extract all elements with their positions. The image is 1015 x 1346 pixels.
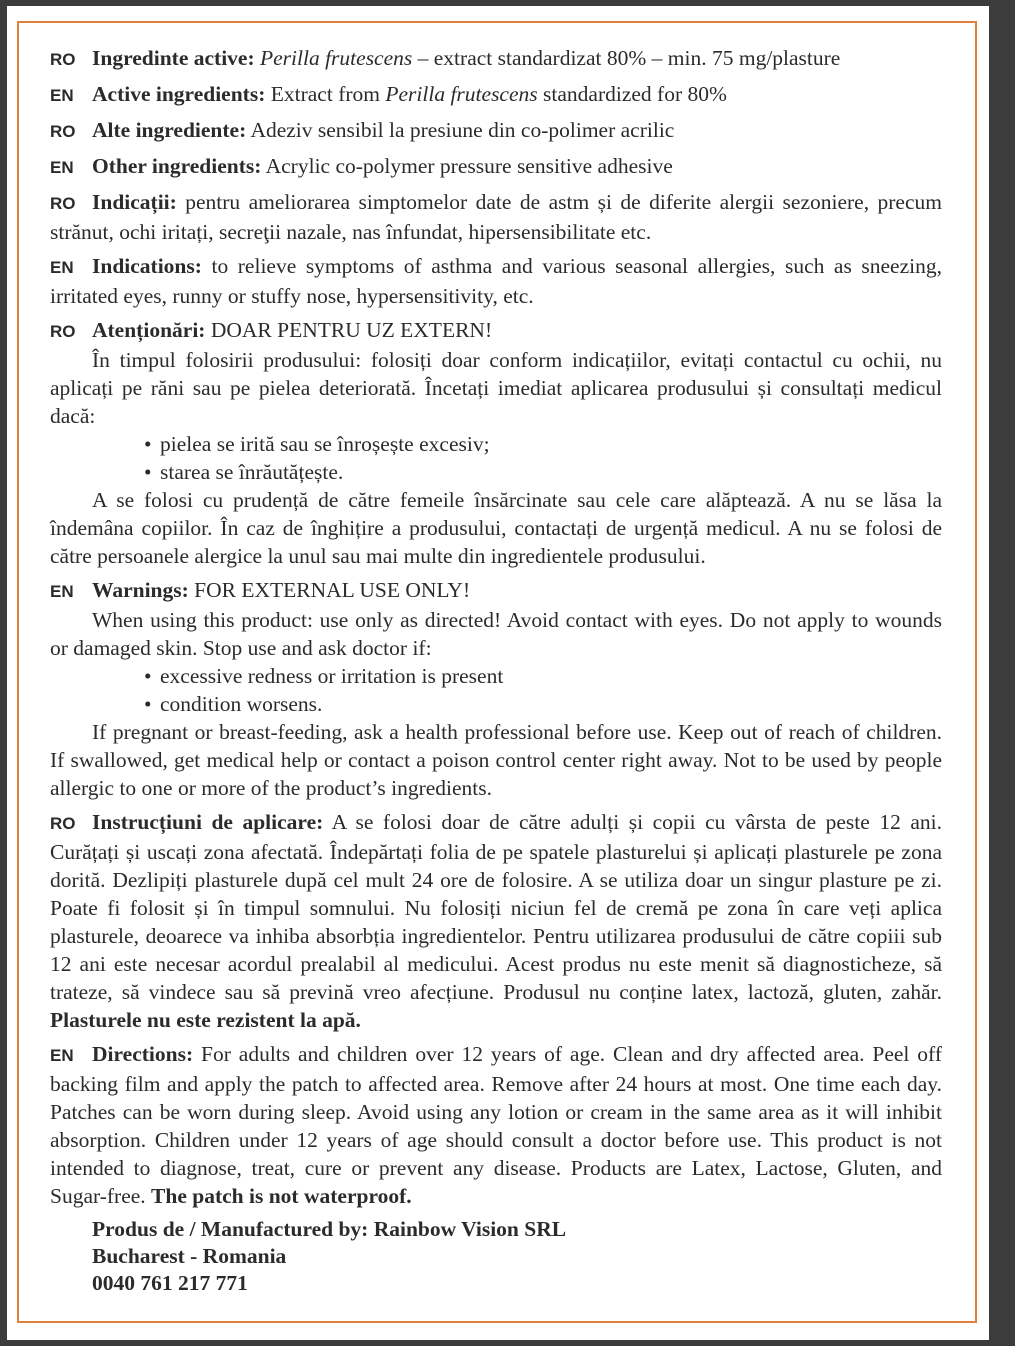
section-label: Warnings: — [92, 578, 189, 602]
warnings-heading — [50, 576, 942, 606]
section-label: Indications: — [92, 254, 202, 278]
waterproof-notice: Plasturele nu este rezistent la apă. — [50, 1008, 361, 1032]
indications-en — [50, 252, 942, 310]
section-text: For adults and children over 12 years of age. Clean and dry affected area. Peel off backing film and apply the patch to affected area. Remove after 24 hours at most. One time each day. Patches can be worn during sleep. Avoid using any lotion or cream in the same area as it will inhibit absorption. Children under 12 years of age should consult a doctor before use. This product is not intended to diagnose, treat, cure or prevent any disease. Products are Latex, Lactose, Gluten, and Sugar-free. — [50, 1042, 942, 1208]
lang-tag-en: EN — [50, 1046, 74, 1065]
section-text: – extract standardizat 80% – min. 75 mg/plasture — [412, 46, 841, 70]
manufacturer-phone: 0040 761 217 771 — [92, 1271, 248, 1295]
warnings-paragraph: A se folosi cu prudență de către femeile însărcinate sau cele care alăptează. A nu se lăsa la îndemâna copiilor. În caz de înghițire a produsului, contactați de urgență medicul. A nu se folosi de către persoanele alergice la unul sau mai multe din ingredientele produsului. — [50, 488, 942, 568]
plant-name: Perilla frutescens — [260, 46, 413, 70]
section-label: Other ingredients: — [92, 154, 262, 178]
section-text: pentru ameliorarea simptomelor date de astm și de diferite alergii sezoniere, precum strănut, ochi iritați, secreţii nazale, nas înfundat, hipersensibilitate etc. — [50, 190, 942, 244]
section-label: Indicații: — [92, 190, 177, 214]
warnings-heading — [50, 316, 942, 346]
leaflet-content — [50, 44, 942, 1297]
section-text: A se folosi doar de către adulți și copii cu vârsta de peste 12 ani. Curățați și uscați zona afectată. Îndepărtați folia de pe spatele plasturelui și aplicați plasturele pe zona dorită. Dezlipiți plasturele după cel mult 24 ore de folosire. A se utiliza doar un singur plasture pe zi. Poate fi folosit și în timpul somnului. Nu folosiți niciun fel de cremă pe zona în care veți aplica plasturele, deoarece va inhiba absorbția ingredientelor. Pentru utilizarea produsului de către copiii sub 12 ani este necesar acordul prealabil al medicului. Acest produs nu este menit să diagnosticheze, să trateze, să vindece sau să prevină vreo afecțiune. Produsul nu conține latex, lactoză, gluten, zahăr. — [50, 810, 943, 1004]
lang-tag-ro: RO — [50, 50, 76, 69]
section-label: Instrucțiuni de aplicare: — [92, 810, 324, 834]
warnings-en — [50, 576, 942, 802]
manufacturer-name: Produs de / Manufactured by: Rainbow Vision SRL — [92, 1217, 567, 1241]
warnings-paragraph: When using this product: use only as directed! Avoid contact with eyes. Do not apply to wounds or damaged skin. Stop use and ask doctor if: — [50, 608, 942, 660]
manufacturer-block — [50, 1216, 942, 1297]
lang-tag-en: EN — [50, 158, 74, 177]
list-item: • pielea se irită sau se înroșește excesiv; — [160, 430, 942, 458]
plant-name: Perilla frutescens — [385, 82, 538, 106]
lang-tag-ro: RO — [50, 322, 76, 341]
section-label: Atenționări: — [92, 318, 206, 342]
lang-tag-ro: RO — [50, 122, 76, 141]
other-ingredients-ro — [50, 116, 942, 146]
section-text: to relieve symptoms of asthma and various seasonal allergies, such as sneezing, irritated eyes, runny or stuffy nose, hypersensitivity, etc. — [50, 254, 942, 308]
indications-ro — [50, 188, 942, 246]
section-label: Alte ingrediente: — [92, 118, 247, 142]
section-text: Extract from — [265, 82, 386, 106]
active-ingredients-ro — [50, 44, 942, 74]
lang-tag-en: EN — [50, 258, 74, 277]
warnings-title: FOR EXTERNAL USE ONLY! — [188, 578, 471, 602]
waterproof-notice: The patch is not waterproof. — [151, 1184, 412, 1208]
active-ingredients-en — [50, 80, 942, 110]
lang-tag-en: EN — [50, 86, 74, 105]
list-item: • starea se înrăutățește. — [160, 458, 942, 486]
warnings-title: DOAR PENTRU UZ EXTERN! — [205, 318, 493, 342]
manufacturer-location: Bucharest - Romania — [92, 1244, 287, 1268]
list-item: • condition worsens. — [160, 690, 942, 718]
section-text: standardized for 80% — [537, 82, 727, 106]
directions-en — [50, 1040, 942, 1210]
warnings-paragraph: If pregnant or breast-feeding, ask a health professional before use. Keep out of reach of children. If swallowed, get medical help or contact a poison control center right away. Not to be used by people allergic to one or more of the product’s ingredients. — [50, 720, 942, 800]
warnings-list — [50, 430, 942, 486]
section-text: Acrylic co-polymer pressure sensitive adhesive — [261, 154, 673, 178]
instructions-ro — [50, 808, 942, 1034]
section-label: Active ingredients: — [92, 82, 266, 106]
label-sheet — [7, 6, 989, 1340]
lang-tag-en: EN — [50, 582, 74, 601]
warnings-ro — [50, 316, 942, 570]
lang-tag-ro: RO — [50, 814, 76, 833]
warnings-paragraph: În timpul folosirii produsului: folosiți doar conform indicațiilor, evitați contactul cu ochii, nu aplicați pe răni sau pe pielea deteriorată. Încetați imediat aplicarea produsului și consultați medicul dacă: — [50, 348, 942, 428]
lang-tag-ro: RO — [50, 194, 76, 213]
list-item: • excessive redness or irritation is present — [160, 662, 942, 690]
warnings-list — [50, 662, 942, 718]
section-label: Ingredinte active: — [92, 46, 255, 70]
section-text: Adeziv sensibil la presiune din co-polimer acrilic — [246, 118, 675, 142]
section-label: Directions: — [92, 1042, 194, 1066]
other-ingredients-en — [50, 152, 942, 182]
